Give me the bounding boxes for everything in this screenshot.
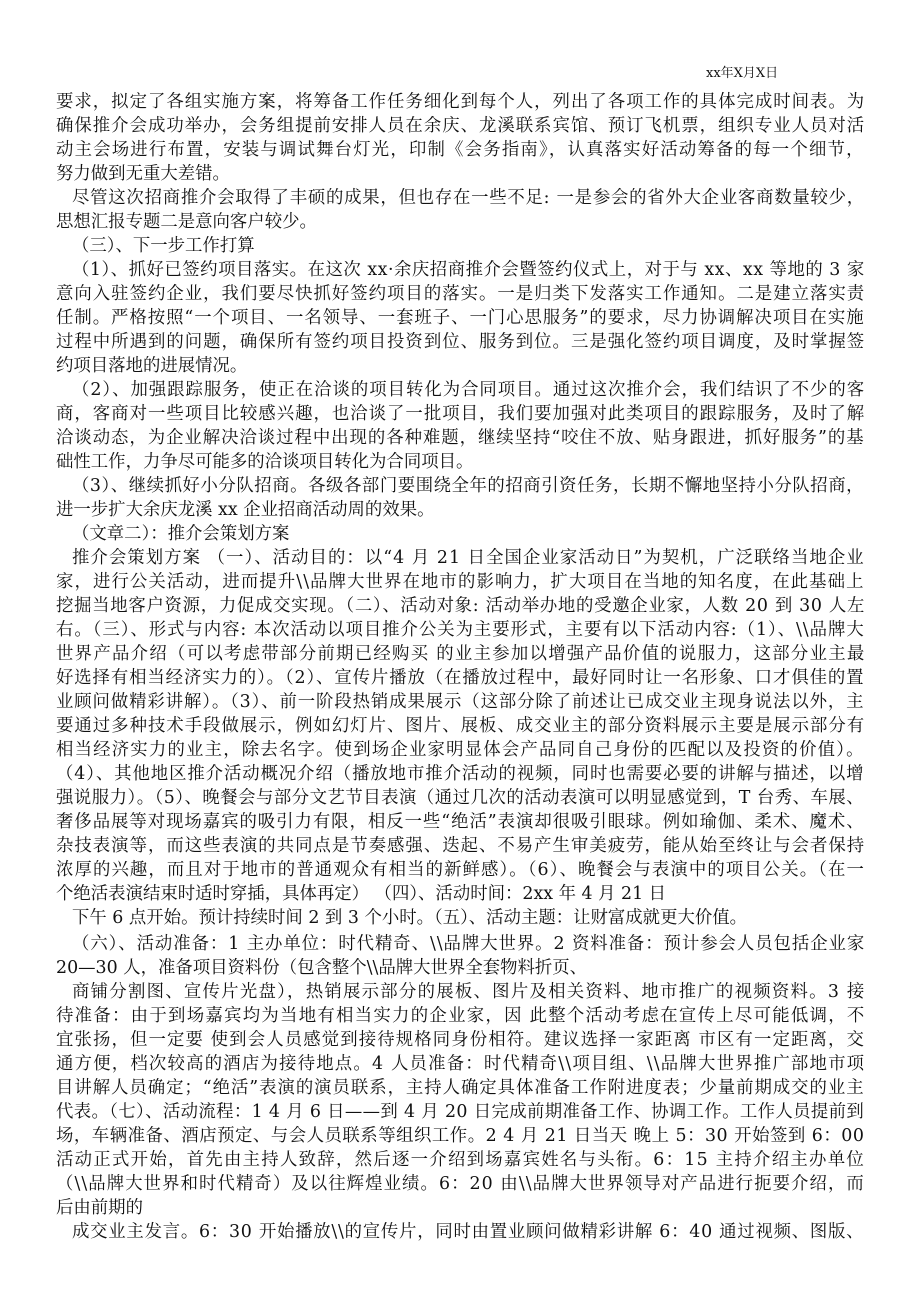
text-line: 宜张扬，但一定要 使到会人员感觉到接待规格同身份相符。建议选择一家距离 市区有一定距离，交	[56, 1030, 865, 1050]
text-line: 家，进行公关活动，进而提升\\品牌大世界在地市的影响力，扩大项目在当地的知名度，在此基础上	[56, 572, 865, 592]
text-line: 代表。（七）、活动流程：1 4 月 6 日——到 4 月 20 日完成前期准备工作、协调工作。工作人员提前到	[56, 1102, 865, 1122]
text-line: 杂技表演等，而这些表演的共同点是节奏感强、迭起、不易产生审美疲劳，能从始至终让与会者保持	[56, 836, 866, 856]
text-line: （文章二）：推介会策划方案	[72, 524, 290, 544]
text-line: （4）、其他地区推介活动概况介绍（播放地市推介活动的视频，同时也需要必要的讲解与描述，以增	[56, 764, 865, 784]
text-line: 活动正式开始，首先由主持人致辞，然后逐一介绍到场嘉宾姓名与头衔。6：15 主持介绍主办单位	[56, 1150, 866, 1170]
text-line: 强说服力）。（5）、晚餐会与部分文艺节目表演（通过几次的活动表演可以明显感觉到，T 台秀、车展、	[56, 788, 865, 808]
text-line: 后由前期的	[56, 1198, 143, 1218]
text-line: 础性工作，力争尽可能多的洽谈项目转化为合同项目。	[56, 452, 474, 472]
text-line: 思想汇报专题二是意向客户较少。	[56, 212, 317, 232]
text-line: 确保推介会成功举办，会务组提前安排人员在余庆、龙溪联系宾馆、预订飞机票，组织专业人员对活	[56, 116, 866, 136]
text-line: 任制。严格按照“一个项目、一名领导、一套班子、一门心思服务”的要求，尽力协调解决项目在实施	[56, 308, 865, 328]
text-line: 挖掘当地客户资源，力促成交实现。（二）、活动对象: 活动举办地的受邀企业家，人数 20 到 30 人左	[56, 596, 866, 616]
text-line: 相当经济实力的业主，除去名字。使到场企业家明显体会产品同自己身份的匹配以及投资的价值）。	[56, 740, 865, 760]
text-line: 约项目落地的进展情况。	[56, 356, 248, 376]
text-line: 商铺分割图、宣传片光盘），热销展示部分的展板、图片及相关资料、地市推广的视频资料。3 接	[72, 982, 866, 1002]
text-line: （六）、活动准备：1 主办单位：时代精奇、\\品牌大世界。2 资料准备：预计参会人员包括企业家	[72, 934, 866, 954]
text-line: 推介会策划方案 （一）、活动目的：以“4 月 21 日全国企业家活动日”为契机，广泛联络当地企业	[72, 548, 865, 568]
text-line: 场，车辆准备、酒店预定、与会人员联系等组织工作。2 4 月 21 日当天 晚上 5：30 开始签到 6：00	[56, 1126, 865, 1146]
text-line: （1）、抓好已签约项目落实。在这次 xx·余庆招商推介会暨签约仪式上，对于与 xx、xx 等地的 3 家	[72, 260, 865, 280]
text-line: 奢侈品展等对现场嘉宾的吸引力有限，相反一些“绝活”表演却很吸引眼球。例如瑜伽、柔术、魔术、	[56, 812, 865, 832]
text-line: 要通过多种技术手段做展示，例如幻灯片、图片、展板、成交业主的部分资料展示主要是展示部分有	[56, 716, 866, 736]
text-line: 下午 6 点开始。预计持续时间 2 到 3 个小时。（五）、活动主题：让财富成就更大价值。	[72, 908, 748, 928]
text-line: （3）、继续抓好小分队招商。各级各部门要围绕全年的招商引资任务，长期不懈地坚持小分队招商，	[72, 476, 865, 496]
text-line: 过程中所遇到的问题，确保所有签约项目投资到位、服务到位。三是强化签约项目调度，及时掌握签	[56, 332, 866, 352]
text-line: 动主会场进行布置，安装与调试舞台灯光，印制《会务指南》，认真落实好活动筹备的每一个细节，	[56, 140, 865, 160]
text-line: 成交业主发言。6：30 开始播放\\的宣传片，同时由置业顾问做精彩讲解 6：40 通过视频、图版、	[72, 1222, 865, 1242]
text-line: 业顾问做精彩讲解）。（3）、前一阶段热销成果展示（这部分除了前述让已成交业主现身说法以外，主	[56, 692, 865, 712]
text-line: 通方便，档次较高的酒店为接待地点。4 人员准备：时代精奇\\项目组、\\品牌大世界推广部地市项	[56, 1054, 866, 1074]
text-line: 待准备：由于到场嘉宾均为当地有相当实力的企业家，因 此整个活动考虑在宣传上尽可能低调，不	[56, 1006, 866, 1026]
text-line: （2）、加强跟踪服务，使正在洽谈的项目转化为合同项目。通过这次推介会，我们结识了不少的客	[72, 380, 866, 400]
text-line: 好选择有相当经济实力的）。（2）、宣传片播放（在播放过程中，最好同时让一名形象、口才俱佳的置	[56, 668, 865, 688]
text-line: （三）、下一步工作打算	[72, 236, 255, 256]
header-date: xx年X月X日	[706, 66, 779, 81]
text-line: 进一步扩大余庆龙溪 xx 企业招商活动周的效果。	[56, 500, 435, 520]
text-line: 20—30 人，准备项目资料份（包含整个\\品牌大世界全套物料折页、	[56, 958, 588, 978]
text-line: （\\品牌大世界和时代精奇）及以往辉煌业绩。6：20 由\\品牌大世界领导对产品进行扼要介绍，而	[56, 1174, 865, 1194]
text-line: 要求，拟定了各组实施方案，将筹备工作任务细化到每个人，列出了各项工作的具体完成时间表。为	[56, 92, 866, 112]
text-line: 洽谈动态，为企业解决洽谈过程中出现的各种难题，继续坚持“咬住不放、贴身跟进，抓好服务”的基	[56, 428, 865, 448]
text-line: 右。（三）、形式与内容: 本次活动以项目推介公关为主要形式，主要有以下活动内容:（1）、\\品牌大	[56, 620, 865, 640]
text-line: 尽管这次招商推介会取得了丰硕的成果，但也存在一些不足: 一是参会的省外大企业客商数量较少，	[72, 188, 865, 208]
text-line: 意向入驻签约企业，我们要尽快抓好签约项目的落实。一是归类下发落实工作通知。二是建立落实责	[56, 284, 866, 304]
text-line: 商，客商对一些项目比较感兴趣，也洽谈了一批项目，我们要加强对此类项目的跟踪服务，及时了解	[56, 404, 866, 424]
text-line: 努力做到无重大差错。	[56, 164, 230, 184]
text-line: 浓厚的兴趣，而且对于地市的普通观众有相当的新鲜感）。（6）、晚餐会与表演中的项目公关。（在一	[56, 860, 865, 880]
text-line: 个绝活表演结束时适时穿插，具体再定） （四）、活动时间：2xx 年 4 月 21 日	[56, 884, 667, 904]
text-line: 世界产品介绍（可以考虑带部分前期已经购买 的业主参加以增强产品价值的说服力，这部分业主最	[56, 644, 866, 664]
text-line: 目讲解人员确定；“绝活”表演的演员联系，主持人确定具体准备工作附进度表；少量前期成交的业主	[56, 1078, 865, 1098]
